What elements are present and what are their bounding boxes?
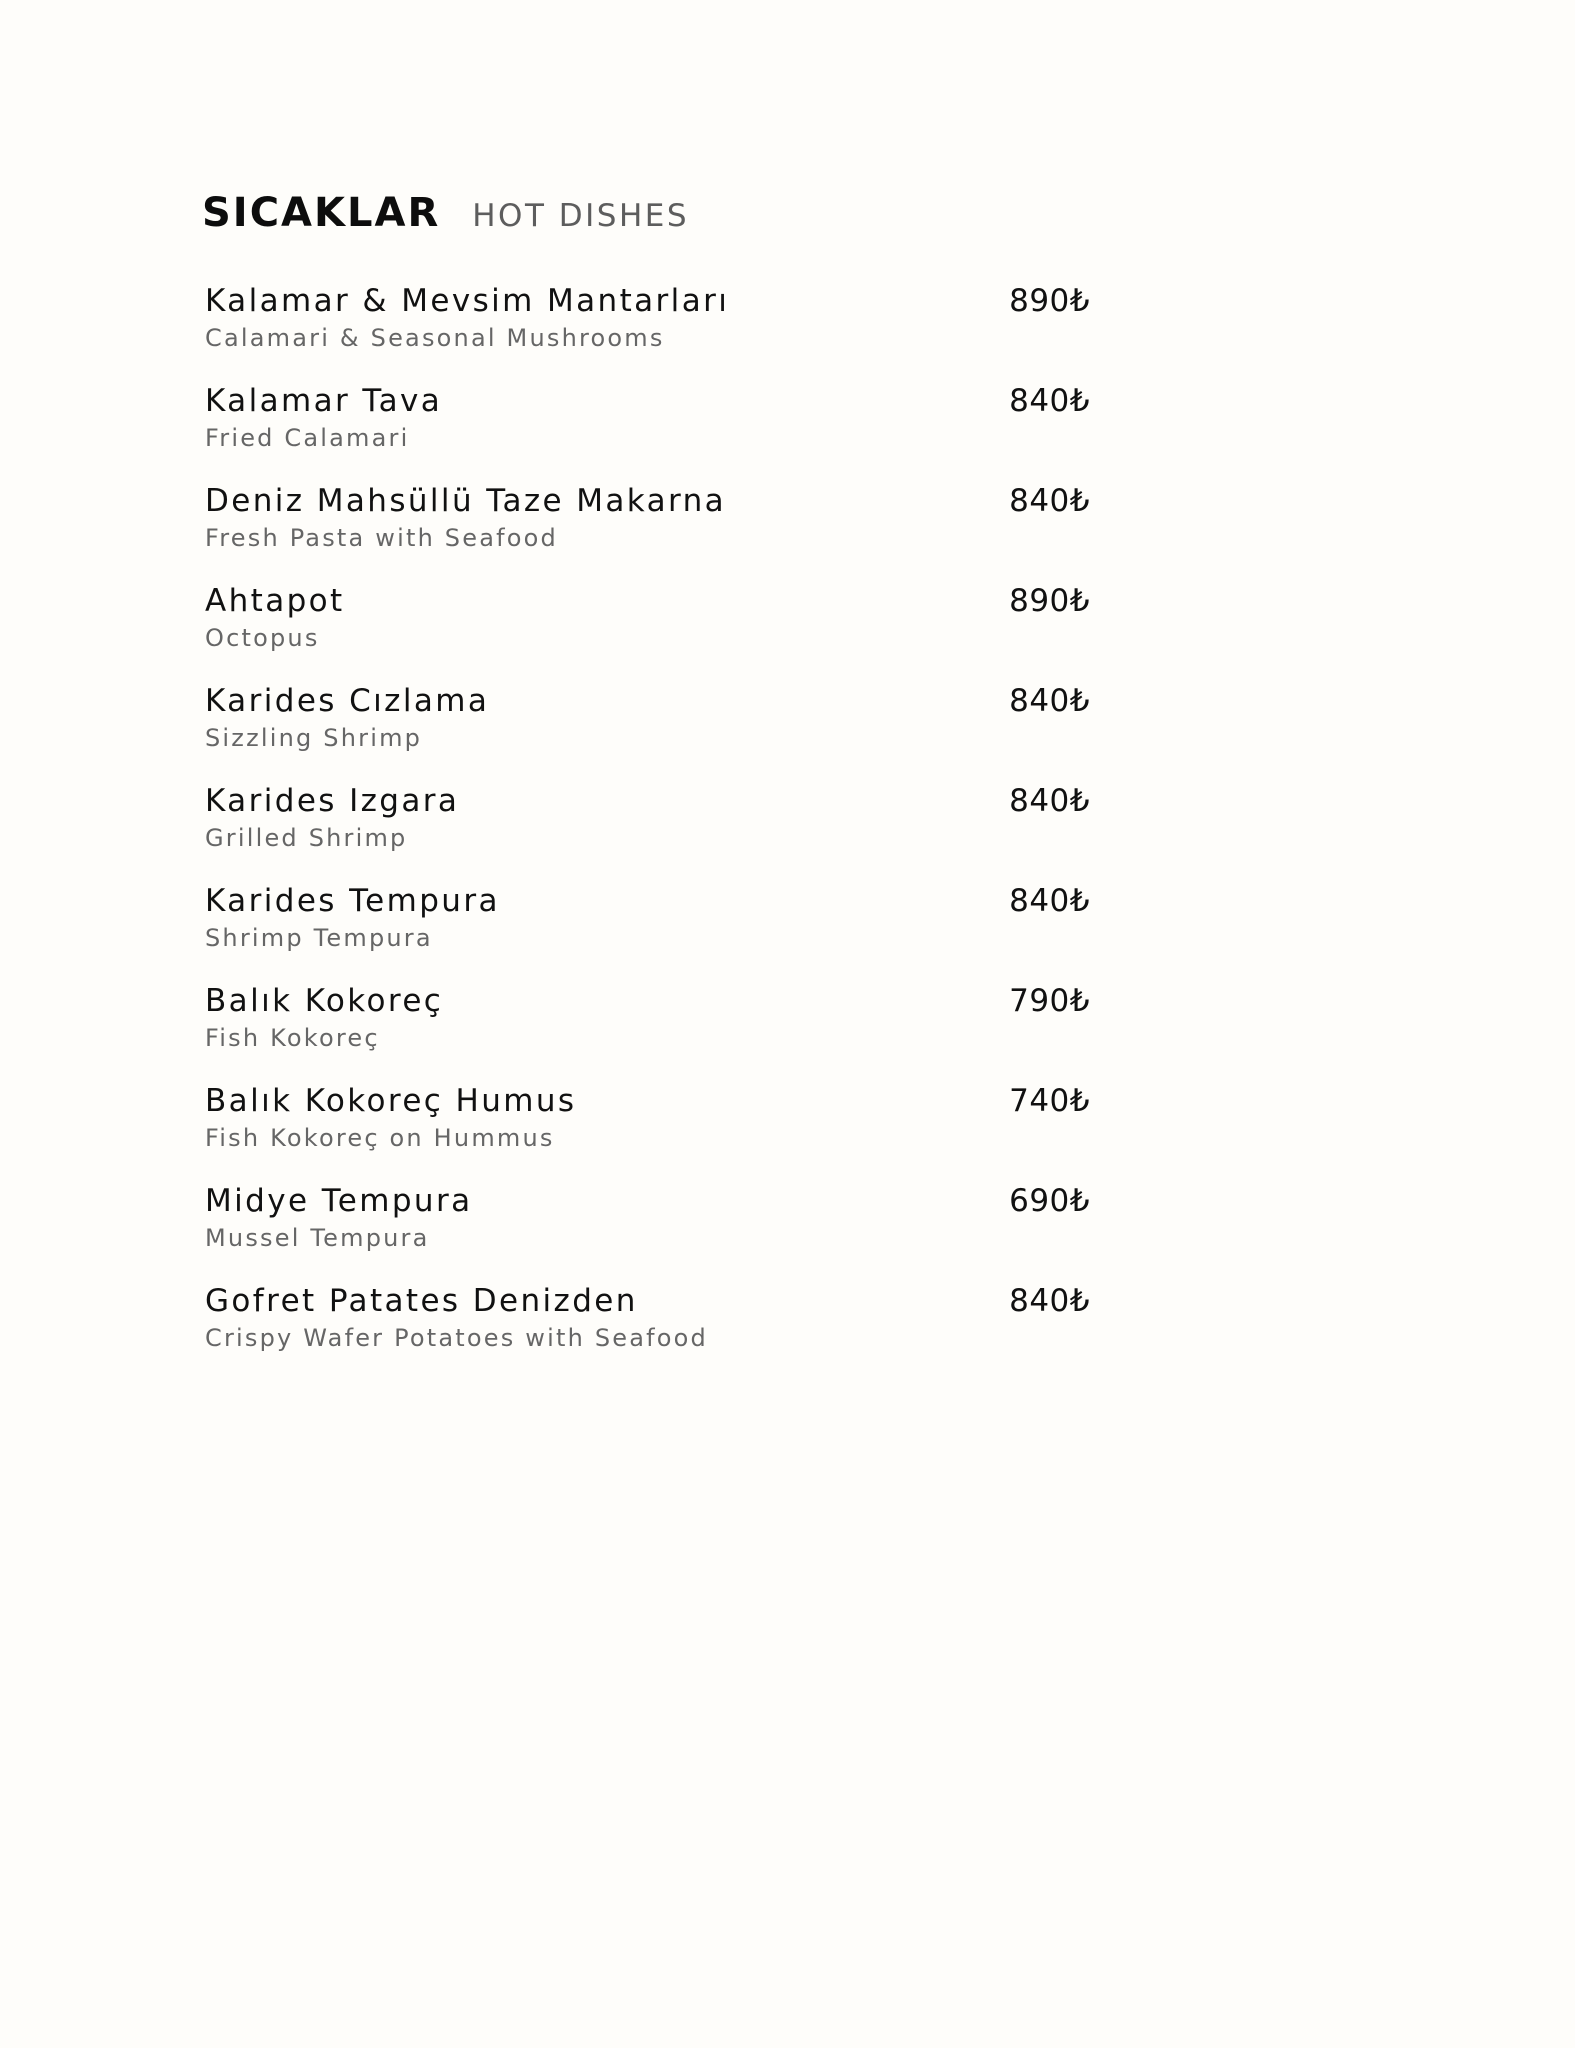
item-description: Fresh Pasta with Seafood [205,524,558,552]
item-name: Gofret Patates Denizden [205,1283,638,1319]
item-description: Calamari & Seasonal Mushrooms [205,324,665,352]
item-price: 840₺ [1009,483,1090,519]
item-name: Balık Kokoreç [205,983,444,1019]
item-price: 790₺ [1009,983,1090,1019]
item-name: Kalamar & Mevsim Mantarları [205,283,730,319]
item-price: 840₺ [1009,883,1090,919]
menu-item [205,680,1090,780]
item-name: Karides Izgara [205,783,460,819]
menu-item [205,380,1090,480]
menu-item [205,780,1090,880]
menu-item [205,280,1090,380]
item-description: Shrimp Tempura [205,924,433,952]
item-description: Grilled Shrimp [205,824,408,852]
item-description: Sizzling Shrimp [205,724,423,752]
item-description: Crispy Wafer Potatoes with Seafood [205,1324,708,1352]
item-description: Mussel Tempura [205,1224,430,1252]
item-price: 840₺ [1009,783,1090,819]
item-description: Fish Kokoreç on Hummus [205,1124,555,1152]
item-name: Midye Tempura [205,1183,473,1219]
menu-item [205,1280,1090,1380]
item-description: Fried Calamari [205,424,410,452]
item-name: Ahtapot [205,583,345,619]
item-name: Karides Cızlama [205,683,490,719]
menu-item [205,580,1090,680]
item-price: 890₺ [1009,283,1090,319]
menu-item [205,1180,1090,1280]
item-description: Fish Kokoreç [205,1024,380,1052]
menu-item [205,880,1090,980]
item-name: Balık Kokoreç Humus [205,1083,577,1119]
item-name: Karides Tempura [205,883,500,919]
menu-item [205,980,1090,1080]
item-price: 690₺ [1009,1183,1090,1219]
item-price: 840₺ [1009,1283,1090,1319]
item-name: Deniz Mahsüllü Taze Makarna [205,483,727,519]
item-price: 840₺ [1009,383,1090,419]
section-title-english: HOT DISHES [472,198,690,234]
section-heading [202,190,689,236]
item-description: Octopus [205,624,320,652]
menu-item [205,1080,1090,1180]
item-name: Kalamar Tava [205,383,443,419]
section-title-turkish: SICAKLAR [202,190,441,236]
item-price: 740₺ [1009,1083,1090,1119]
menu-item [205,480,1090,580]
menu-items-list [205,280,1090,1380]
item-price: 840₺ [1009,683,1090,719]
item-price: 890₺ [1009,583,1090,619]
